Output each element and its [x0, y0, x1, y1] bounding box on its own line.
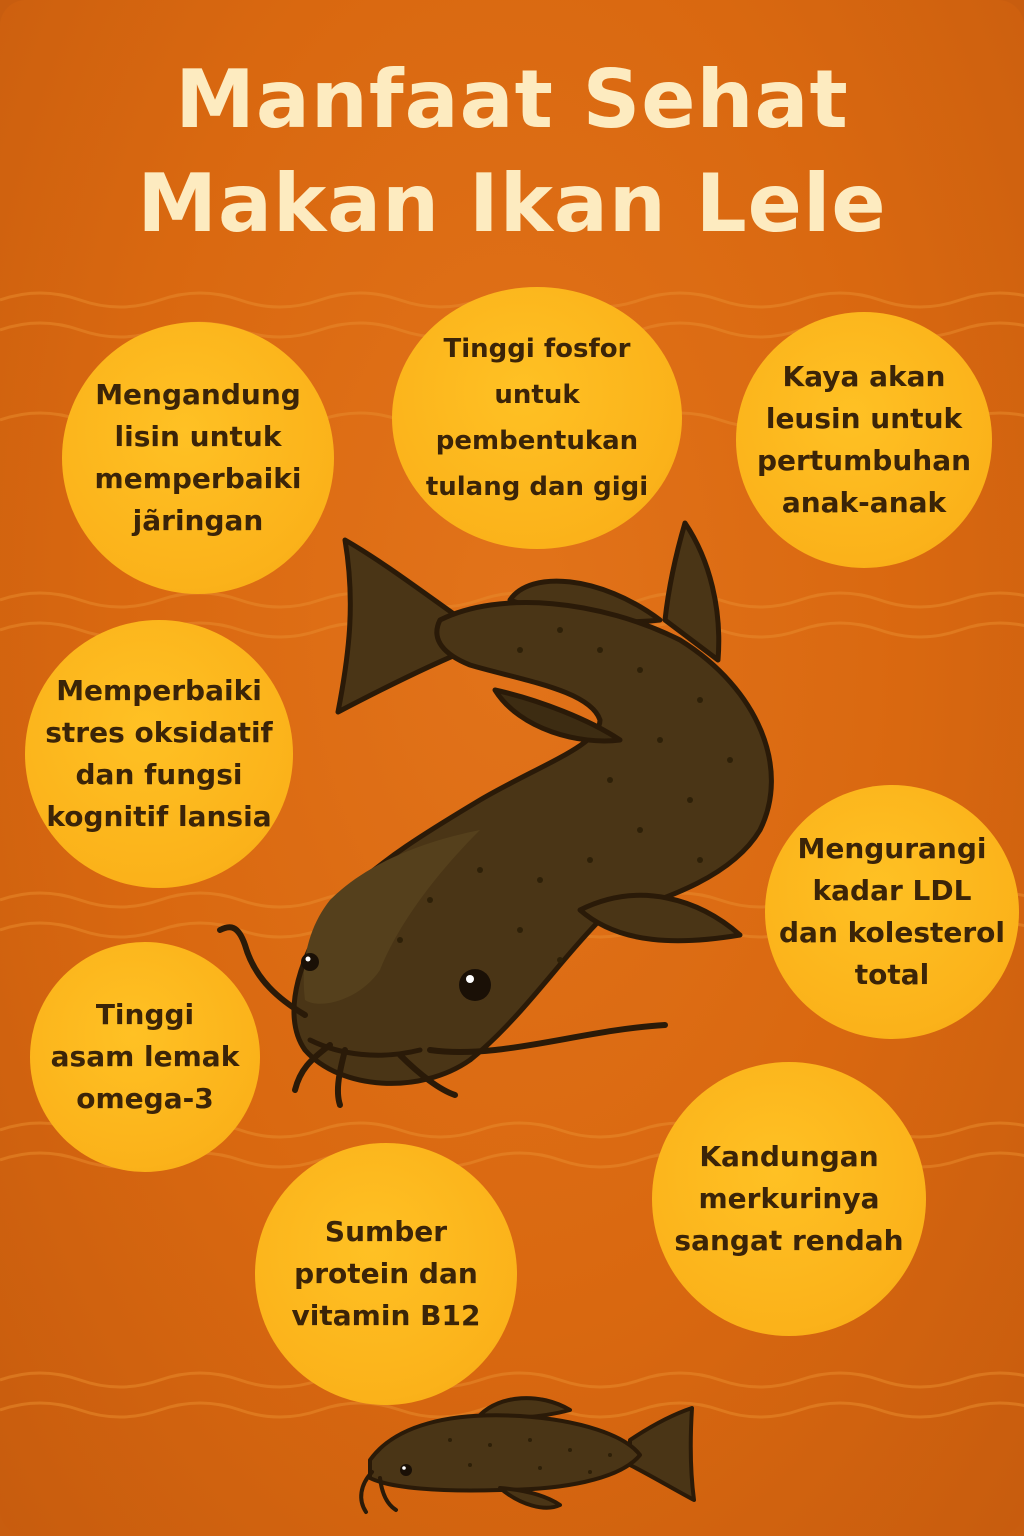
benefit-text: Sumber protein dan vitamin B12 [291, 1215, 481, 1332]
benefit-bubble-leusin [736, 312, 992, 568]
benefit-bubble-merkuri [652, 1062, 926, 1336]
benefit-text: Kandungan merkurinya sangat rendah [674, 1140, 904, 1257]
benefit-text: Mengandung lisin untuk memperbaiki jãringan [94, 378, 302, 537]
benefit-bubble-fosfor [392, 287, 682, 549]
benefit-text: Tinggi fosfor untuk pembentukan tulang dan gigi [425, 334, 649, 502]
benefit-bubble-ldl [765, 785, 1019, 1039]
benefit-bubble-protein [255, 1143, 517, 1405]
benefit-text: Kaya akan leusin untuk pertumbuhan anak-anak [756, 360, 972, 519]
title-line-1: Manfaat Sehat [175, 53, 849, 146]
benefit-bubble-omega [30, 942, 260, 1172]
benefit-bubble-stres [25, 620, 293, 888]
benefit-text: Tinggi asam lemak omega-3 [50, 998, 240, 1115]
benefit-text: Memperbaiki stres oksidatif dan fungsi kognitif lansia [45, 674, 273, 833]
benefit-bubble-lisin [62, 322, 334, 594]
catfish-small-illustration [361, 1398, 694, 1512]
title-line-2: Makan Ikan Lele [137, 157, 887, 250]
benefit-text: Mengurangi kadar LDL dan kolesterol total [779, 832, 1005, 991]
